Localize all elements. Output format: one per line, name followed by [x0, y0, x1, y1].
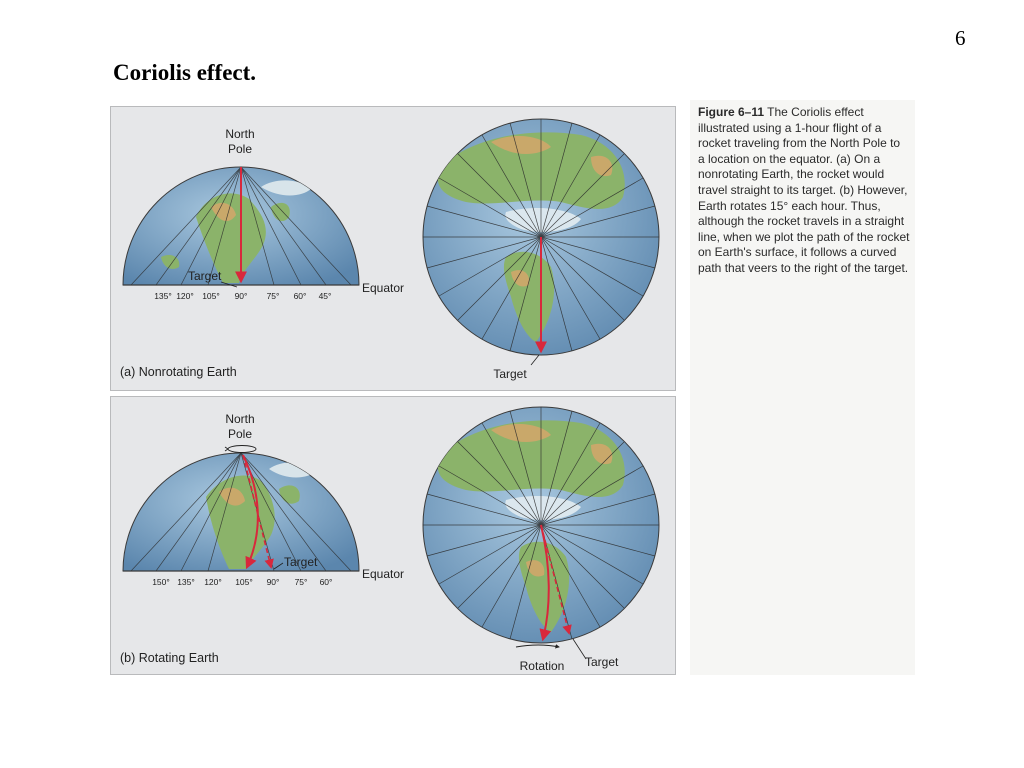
- northern-hemisphere: [123, 453, 359, 571]
- equator-label: Equator: [362, 281, 405, 295]
- target-label-globe: Target: [493, 367, 527, 381]
- longitude-label: 105°: [235, 577, 253, 587]
- longitude-label: 45°: [318, 291, 332, 301]
- longitude-label: 135°: [154, 291, 172, 301]
- north-pole-label-2: Pole: [227, 142, 253, 156]
- page-number: 6: [955, 26, 966, 50]
- longitude-label: 90°: [234, 291, 248, 301]
- rotation-arrow-icon: [516, 645, 559, 647]
- nonrotating-earth-diagram: [111, 107, 675, 390]
- longitude-label: 120°: [204, 577, 222, 587]
- north-pole-label-2: Pole: [227, 427, 253, 441]
- longitude-label: 75°: [266, 291, 280, 301]
- figure-caption-text: The Coriolis effect illustrated using a 1-hour flight of a rocket traveling from the North Pole to a location on the equator. (a) On a nonrotating Earth, the rocket would travel straight to its target. (b) However, Earth rotates 15° each hour. Thus, although the rocket travels in a straight line, when we plot the path of the rocket on Earth's surface, it follows a curved path that veers to the right of the target.: [698, 105, 910, 275]
- figure-label: Figure 6–11: [698, 105, 765, 119]
- north-pole-label-1: North: [225, 127, 255, 141]
- longitude-label: 75°: [294, 577, 308, 587]
- longitude-label: 120°: [176, 291, 194, 301]
- longitude-label: 135°: [177, 577, 195, 587]
- panel-nonrotating-earth: [110, 106, 676, 391]
- globe-polar-view: [423, 405, 659, 643]
- longitude-label: 105°: [202, 291, 220, 301]
- northern-hemisphere: [123, 167, 359, 285]
- panel-rotating-earth: [110, 396, 676, 675]
- slide-title: Coriolis effect.: [113, 60, 257, 85]
- rotation-indicator-icon: [228, 446, 256, 453]
- longitude-label: 90°: [266, 577, 280, 587]
- figure-caption-area: [690, 100, 915, 675]
- target-label-globe: Target: [585, 655, 619, 669]
- target-label: Target: [284, 555, 318, 569]
- north-pole-label-1: North: [225, 412, 255, 426]
- longitude-label: 60°: [293, 291, 307, 301]
- equator-label: Equator: [362, 567, 405, 581]
- globe-polar-view: [423, 117, 659, 355]
- longitude-label: 150°: [152, 577, 170, 587]
- panel-caption: (b) Rotating Earth: [120, 651, 219, 665]
- panel-caption: (a) Nonrotating Earth: [120, 365, 237, 379]
- rotating-earth-diagram: [111, 397, 675, 674]
- target-label: Target: [188, 269, 222, 283]
- longitude-label: 60°: [319, 577, 333, 587]
- rotation-label: Rotation: [519, 659, 565, 673]
- figure-caption: [698, 105, 910, 277]
